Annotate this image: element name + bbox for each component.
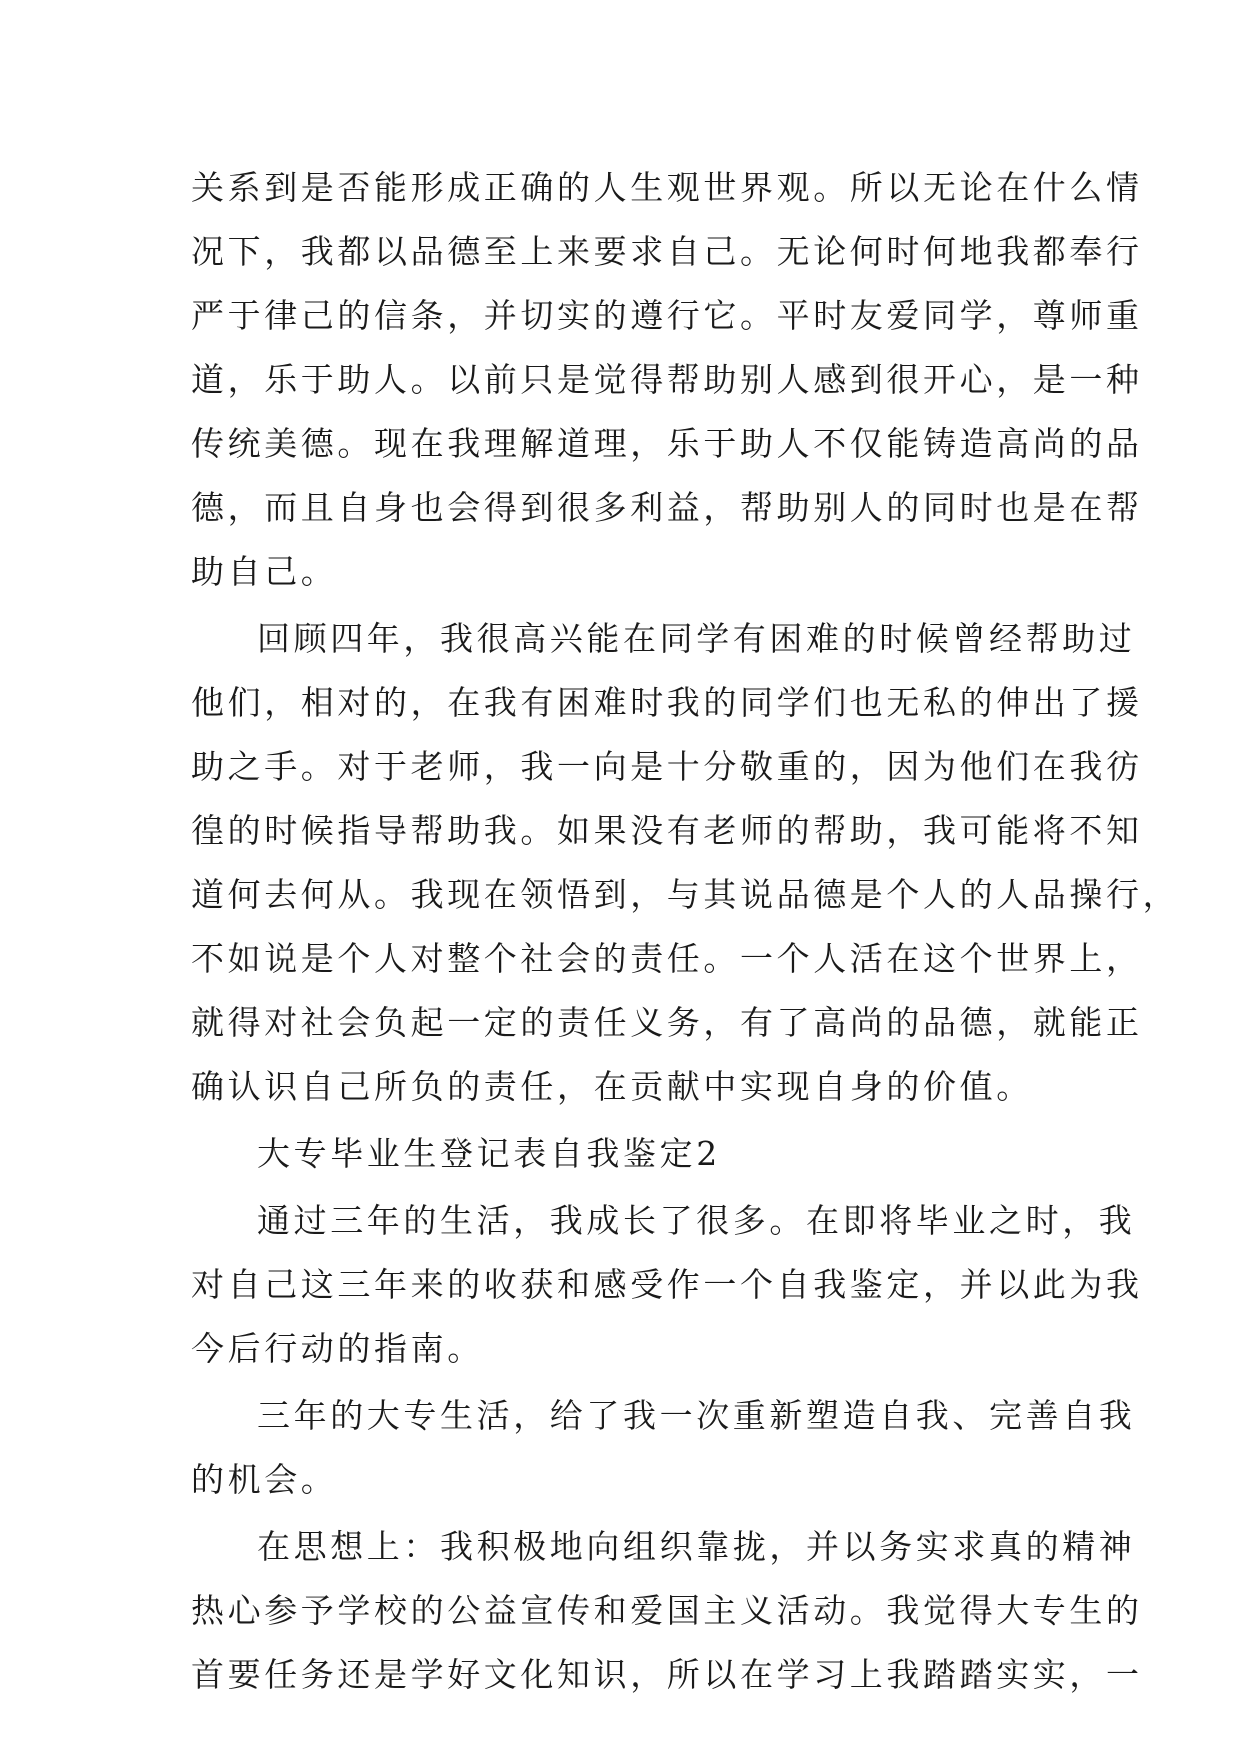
text-line: 助之手。对于老师，我一向是十分敬重的，因为他们在我彷: [191, 747, 1143, 786]
text-line: 热心参予学校的公益宣传和爱国主义活动。我觉得大专生的: [191, 1591, 1143, 1630]
text-line: 关系到是否能形成正确的人生观世界观。所以无论在什么情: [191, 168, 1143, 207]
document-page: [191, 156, 1180, 1707]
text-line: 确认识自己所负的责任，在贡献中实现自身的价值。: [191, 1067, 1033, 1106]
text-line: 严于律己的信条，并切实的遵行它。平时友爱同学，尊师重: [191, 296, 1143, 335]
text-line: 况下，我都以品德至上来要求自己。无论何时何地我都奉行: [191, 232, 1143, 271]
text-line: 对自己这三年来的收获和感受作一个自我鉴定，并以此为我: [191, 1265, 1143, 1304]
text-line: 助自己。: [191, 552, 338, 591]
text-line: 道，乐于助人。以前只是觉得帮助别人感到很开心，是一种: [191, 360, 1143, 399]
text-line: 通过三年的生活，我成长了很多。在即将毕业之时，我: [257, 1201, 1136, 1240]
text-line: 今后行动的指南。: [191, 1329, 484, 1368]
text-line: 德，而且自身也会得到很多利益，帮助别人的同时也是在帮: [191, 488, 1143, 527]
text-line: 他们，相对的，在我有困难时我的同学们也无私的伸出了援: [191, 683, 1143, 722]
text-line: 不如说是个人对整个社会的责任。一个人活在这个世界上，: [191, 939, 1143, 978]
text-line: 首要任务还是学好文化知识，所以在学习上我踏踏实实，一: [191, 1655, 1143, 1694]
text-line: 徨的时候指导帮助我。如果没有老师的帮助，我可能将不知: [191, 811, 1143, 850]
text-line: 回顾四年，我很高兴能在同学有困难的时候曾经帮助过: [257, 619, 1136, 658]
text-line: 就得对社会负起一定的责任义务，有了高尚的品德，就能正: [191, 1003, 1143, 1042]
text-line: 传统美德。现在我理解道理，乐于助人不仅能铸造高尚的品: [191, 424, 1143, 463]
section-heading: 大专毕业生登记表自我鉴定2: [257, 1134, 721, 1173]
text-line: 三年的大专生活，给了我一次重新塑造自我、完善自我: [257, 1396, 1136, 1435]
text-line: 在思想上：我积极地向组织靠拢，并以务实求真的精神: [257, 1527, 1136, 1566]
text-line: 道何去何从。我现在领悟到，与其说品德是个人的人品操行，: [191, 875, 1180, 914]
text-line: 的机会。: [191, 1460, 338, 1499]
